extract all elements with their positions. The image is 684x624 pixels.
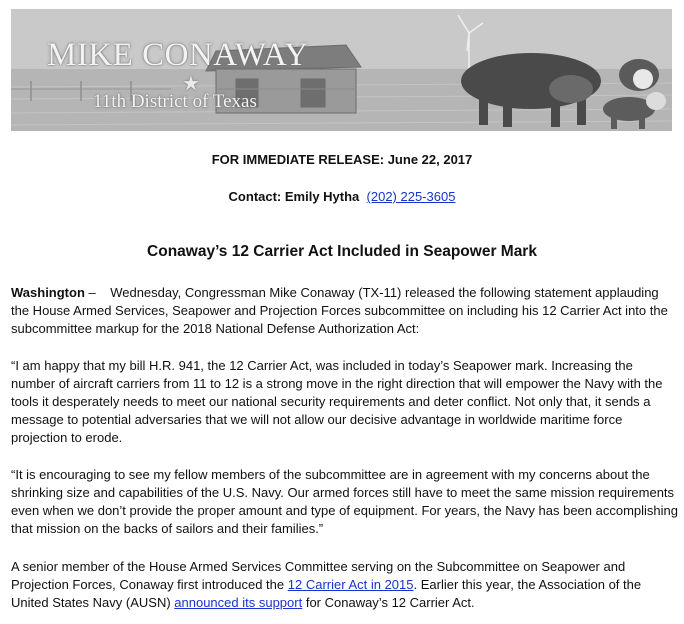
release-date-line: FOR IMMEDIATE RELEASE: June 22, 2017: [211, 152, 473, 167]
contact-line: [0, 189, 684, 204]
press-release-headline: Conaway’s 12 Carrier Act Included in Seapower Mark: [147, 243, 537, 260]
carrier-act-2015-link[interactable]: 12 Carrier Act in 2015: [287, 577, 414, 592]
header-banner: [11, 9, 672, 131]
dateline-dash: –: [84, 285, 111, 300]
banner-title: MIKE CONAWAY: [47, 37, 309, 73]
quote-paragraph-2: “It is encouraging to see my fellow members of the subcommittee are in agreement with my concerns about the shrinking size and capabilities of the U.S. Navy. Our armed forces still have to meet the same mission requirements even when we don’t provide the proper amount and type of equipment. For years, the Navy has been accomplishing that mission on the backs of sailors and their families.”: [11, 467, 679, 536]
announced-support-link[interactable]: announced its support: [174, 595, 303, 610]
banner-subtitle: 11th District of Texas: [93, 91, 257, 112]
contact-label: Contact: Emily Hytha: [228, 189, 360, 204]
intro-paragraph: [11, 284, 679, 338]
closing-paragraph: [11, 558, 679, 612]
closing-text-3: for Conaway’s 12 Carrier Act.: [302, 595, 475, 610]
star-icon: ★: [182, 73, 200, 95]
quote-paragraph-1: “I am happy that my bill H.R. 941, the 12 Carrier Act, was included in today’s Seapower mark. Increasing the number of aircraft carriers from 11 to 12 is a strong move in the right direction that will empower the Navy with the tools it desperately needs to meet our national security requirements and deter conflict. Not only that, it sends a message to potential adversaries that we will not allow our decisive advantage in worldwide maritime force projection to erode.: [11, 358, 663, 445]
closing-text-2: . Earlier this year, the Association of the United States Navy (AUSN): [11, 577, 642, 610]
dateline: Washington: [11, 285, 85, 300]
contact-phone-link[interactable]: (202) 225-3605: [366, 189, 456, 204]
intro-text: Wednesday, Congressman Mike Conaway (TX-11) released the following statement applauding the House Armed Services, Seapower and Projection Forces subcommittee on including his 12 Carrier Act into the subcommittee markup for the 2018 National Defense Authorization Act:: [11, 285, 668, 336]
closing-text-1: A senior member of the House Armed Services Committee serving on the Subcommittee on Seapower and Projection Forces, Conaway first introduced the: [11, 559, 626, 592]
